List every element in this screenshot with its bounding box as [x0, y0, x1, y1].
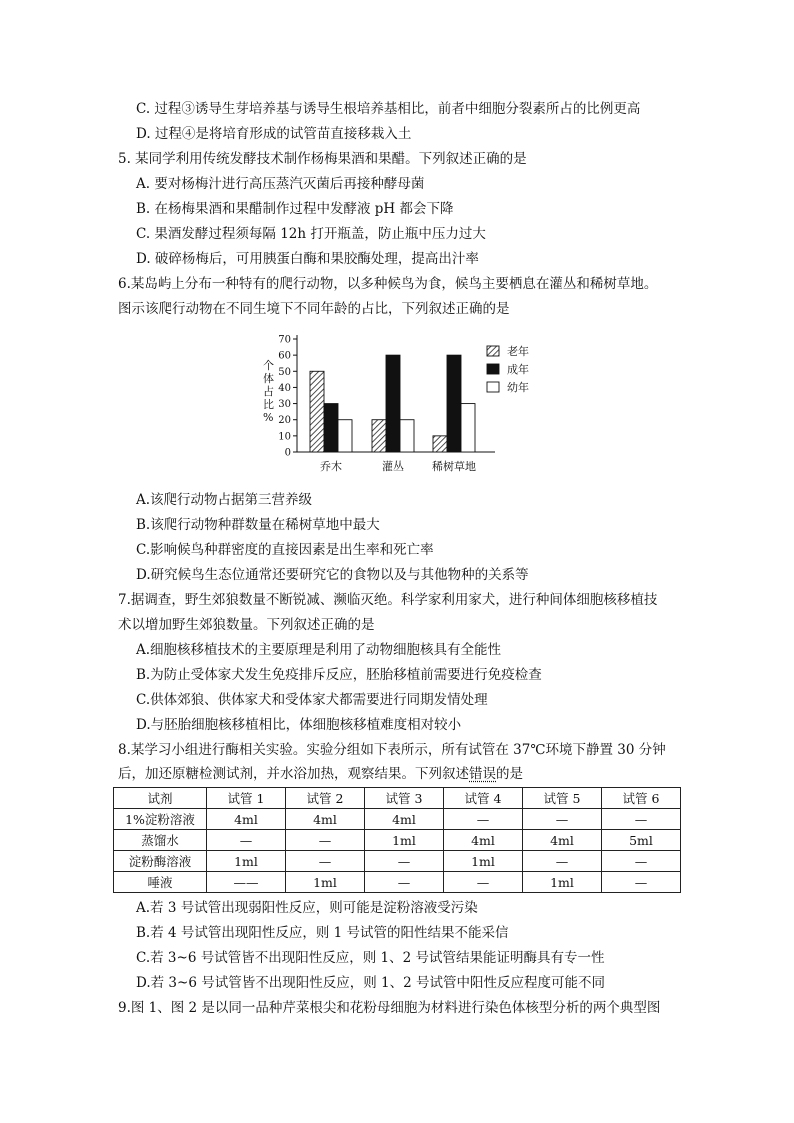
- table-cell: 4ml: [523, 830, 602, 851]
- table-cell: —: [365, 851, 444, 872]
- q6-stem-2: 图示该爬行动物在不同生境下不同年龄的占比，下列叙述正确的是: [118, 301, 510, 317]
- q6-option-b: B.该爬行动物种群数量在稀树草地中最大: [136, 517, 380, 533]
- table-cell: —: [444, 872, 523, 893]
- legend-swatch: [487, 382, 499, 392]
- legend-label: 幼年: [507, 381, 529, 394]
- table-cell: 淀粉酶溶液: [114, 851, 207, 872]
- table-cell: 唾液: [114, 872, 207, 893]
- table-cell: 1ml: [286, 872, 365, 893]
- y-tick-label: 60: [278, 350, 291, 362]
- q6-option-c: C.影响候鸟种群密度的直接因素是出生率和死亡率: [136, 542, 434, 558]
- table-cell: 1ml: [523, 872, 602, 893]
- x-category-label: 稀树草地: [432, 460, 476, 473]
- q8-stem-1: 8.某学习小组进行酶相关实验。实验分组如下表所示，所有试管在 37℃环境下静置 30 分钟: [118, 742, 666, 758]
- bar: [447, 355, 461, 452]
- table-cell: —: [365, 872, 444, 893]
- table-header-row: [114, 788, 681, 809]
- y-tick-label: 0: [284, 447, 291, 459]
- bar: [461, 404, 475, 452]
- q4-option-c: C. 过程③诱导生芽培养基与诱导生根培养基相比，前者中细胞分裂素所占的比例更高: [136, 101, 641, 117]
- q6-option-d: D.研究候鸟生态位通常还要研究它的食物以及与其他物种的关系等: [136, 567, 529, 583]
- x-category-label: 灌丛: [382, 460, 404, 473]
- q7-option-b: B.为防止受体家犬发生免疫排斥反应，胚胎移植前需要进行免疫检查: [136, 667, 542, 683]
- y-axis-label-char: 体: [263, 372, 274, 385]
- bar: [386, 355, 400, 452]
- q7-option-d: D.与胚胎细胞核移植相比，体细胞核移植难度相对较小: [136, 717, 462, 733]
- table-cell: —: [286, 851, 365, 872]
- bar: [400, 420, 414, 452]
- table-cell: 1ml: [444, 851, 523, 872]
- bar: [338, 420, 352, 452]
- bar: [372, 420, 386, 452]
- q5-option-a: A. 要对杨梅汁进行高压蒸汽灭菌后再接种酵母菌: [136, 176, 425, 192]
- y-axis-label-char: 占: [263, 385, 274, 398]
- q6-option-a: A.该爬行动物占据第三营养级: [136, 492, 313, 508]
- table-cell: —: [286, 830, 365, 851]
- y-axis-label: [263, 359, 274, 424]
- table-cell: 4ml: [207, 809, 286, 830]
- q4-option-d: D. 过程④是将培育形成的试管苗直接移栽入土: [136, 126, 412, 142]
- table-row: [114, 872, 681, 893]
- q8-option-d: D.若 3~6 号试管皆不出现阳性反应，则 1、2 号试管中阳性反应程度可能不同: [136, 975, 605, 991]
- table-cell: 4ml: [444, 830, 523, 851]
- experiment-table: [113, 787, 681, 893]
- table-cell: —: [602, 809, 681, 830]
- age-structure-chart: [255, 327, 555, 487]
- table-cell: 5ml: [602, 830, 681, 851]
- table-header-cell: 试管 3: [365, 788, 444, 809]
- y-tick-label: 40: [278, 382, 291, 394]
- table-cell: 1ml: [207, 851, 286, 872]
- q8-option-c: C.若 3~6 号试管皆不出现阳性反应，则 1、2 号试管结果能证明酶具有专一性: [136, 950, 605, 966]
- table-cell: 蒸馏水: [114, 830, 207, 851]
- y-tick-label: 30: [278, 399, 291, 411]
- table-cell: —: [444, 809, 523, 830]
- table-cell: 1%淀粉溶液: [114, 809, 207, 830]
- q8-stem-2: [118, 764, 523, 784]
- table-cell: —: [602, 851, 681, 872]
- y-axis-label-char: %: [263, 411, 274, 424]
- table-header-cell: 试剂: [114, 788, 207, 809]
- table-cell: —: [207, 830, 286, 851]
- table-cell: 4ml: [365, 809, 444, 830]
- y-tick-label: 10: [278, 431, 291, 443]
- q8-option-b: B.若 4 号试管出现阳性反应，则 1 号试管的阳性结果不能采信: [136, 925, 509, 941]
- q7-stem-2: 术以增加野生郊狼数量。下列叙述正确的是: [118, 617, 375, 633]
- y-tick-label: 50: [278, 366, 291, 378]
- x-category-label: 乔木: [320, 460, 342, 473]
- q5-stem: 5. 某同学利用传统发酵技术制作杨梅果酒和果醋。下列叙述正确的是: [118, 151, 527, 167]
- table-cell: 1ml: [365, 830, 444, 851]
- q7-stem-1: 7.据调查，野生郊狼数量不断锐减、濒临灭绝。科学家利用家犬，进行种间体细胞核移植技: [118, 592, 658, 608]
- legend-swatch: [487, 346, 499, 356]
- q8-option-a: A.若 3 号试管出现弱阳性反应，则可能是淀粉溶液受污染: [136, 900, 478, 916]
- table-header-cell: 试管 2: [286, 788, 365, 809]
- y-tick-label: 70: [278, 334, 291, 346]
- q8-stem-2-pre: 后，加还原糖检测试剂，并水浴加热，观察结果。下列叙述: [118, 766, 469, 782]
- table-row: [114, 830, 681, 851]
- q8-stem-2-post: 的是: [496, 766, 523, 782]
- legend-swatch: [487, 364, 499, 374]
- bar: [310, 371, 324, 452]
- bar: [324, 404, 338, 452]
- y-axis-label-char: 比: [263, 398, 274, 411]
- table-cell: —: [602, 872, 681, 893]
- q5-option-c: C. 果酒发酵过程须每隔 12h 打开瓶盖，防止瓶中压力过大: [136, 226, 486, 242]
- q5-option-d: D. 破碎杨梅后，可用胰蛋白酶和果胶酶处理，提高出汁率: [136, 251, 479, 267]
- table-cell: 4ml: [286, 809, 365, 830]
- table-row: [114, 809, 681, 830]
- y-tick-label: 20: [278, 415, 291, 427]
- q6-stem-1: 6.某岛屿上分布一种特有的爬行动物，以多种候鸟为食，候鸟主要栖息在灌丛和稀树草地。: [118, 276, 658, 292]
- table-cell: —: [523, 809, 602, 830]
- q5-option-b: B. 在杨梅果酒和果醋制作过程中发酵液 pH 都会下降: [136, 201, 454, 217]
- legend-label: 成年: [507, 363, 529, 376]
- q7-option-a: A.细胞核移植技术的主要原理是利用了动物细胞核具有全能性: [136, 642, 502, 658]
- bar: [433, 436, 447, 452]
- q7-option-c: C.供体郊狼、供体家犬和受体家犬都需要进行同期发情处理: [136, 692, 488, 708]
- y-axis-label-char: 个: [263, 359, 274, 372]
- table-cell: ——: [207, 872, 286, 893]
- q9-stem-1: 9.图 1、图 2 是以同一品种芹菜根尖和花粉母细胞为材料进行染色体核型分析的两个典型图: [118, 1000, 661, 1016]
- q8-emphasis-word: 错误: [469, 766, 496, 782]
- table-header-cell: 试管 6: [602, 788, 681, 809]
- table-header-cell: 试管 5: [523, 788, 602, 809]
- table-row: [114, 851, 681, 872]
- legend-label: 老年: [507, 345, 529, 358]
- table-header-cell: 试管 1: [207, 788, 286, 809]
- table-cell: —: [523, 851, 602, 872]
- table-header-cell: 试管 4: [444, 788, 523, 809]
